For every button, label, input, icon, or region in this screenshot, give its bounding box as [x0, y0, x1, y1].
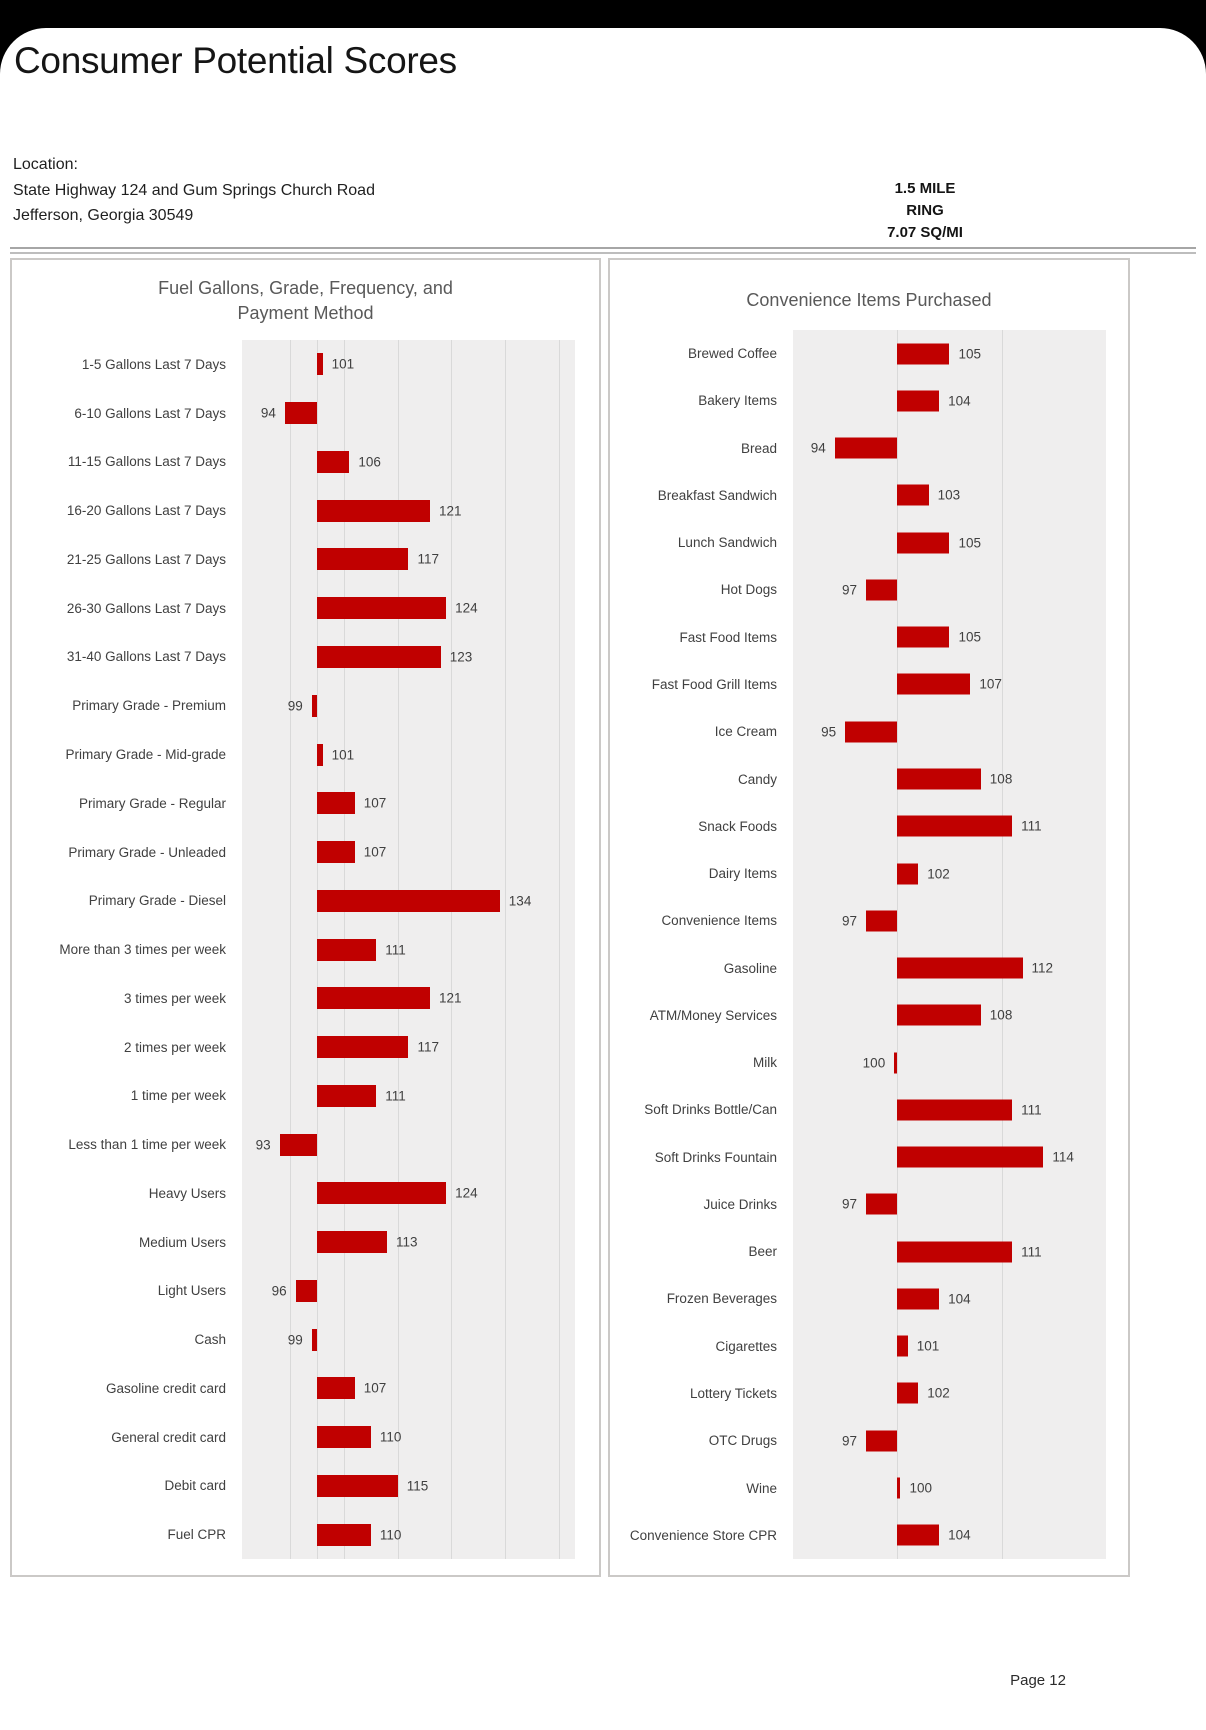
category-label: Brewed Coffee [687, 346, 777, 362]
category-label: More than 3 times per week [59, 942, 226, 958]
category-label: 3 times per week [123, 990, 226, 1006]
chart-row [12, 486, 599, 535]
category-label: 16-20 Gallons Last 7 Days [66, 503, 226, 519]
category-label: ATM/Money Services [649, 1007, 777, 1023]
value-label: 105 [958, 535, 982, 551]
bar-area [793, 897, 1106, 944]
value-label: 99 [287, 1332, 303, 1348]
bar [317, 1085, 376, 1107]
chart-row [12, 584, 599, 633]
bar [866, 579, 897, 600]
value-label: 105 [958, 629, 982, 645]
value-label: 104 [948, 1291, 971, 1307]
chart-row [12, 681, 599, 730]
value-label: 99 [287, 698, 303, 714]
value-label: 107 [363, 1380, 387, 1396]
bar-area [793, 1134, 1106, 1181]
chart-row [610, 1181, 1128, 1228]
value-label: 101 [916, 1338, 940, 1354]
value-label: 111 [1021, 1244, 1042, 1260]
value-label: 96 [271, 1283, 287, 1299]
value-label: 124 [455, 600, 478, 616]
chart-row [610, 992, 1128, 1039]
category-label: 1-5 Gallons Last 7 Days [81, 356, 226, 372]
chart-row [610, 614, 1128, 661]
value-label: 106 [358, 454, 381, 470]
bar-area [242, 584, 575, 633]
chart-row [12, 730, 599, 779]
bar [897, 1478, 900, 1499]
bar-area [242, 681, 575, 730]
value-label: 107 [979, 676, 1002, 692]
chart-panel-convenience [608, 258, 1130, 1577]
value-label: 94 [810, 440, 826, 456]
bar [897, 816, 1012, 837]
category-label: 6-10 Gallons Last 7 Days [74, 405, 226, 421]
bar [897, 863, 918, 884]
bar-area [793, 708, 1106, 755]
chart-row [12, 340, 599, 389]
chart-row [12, 1169, 599, 1218]
bar-area [242, 1218, 575, 1267]
bar-area [793, 992, 1106, 1039]
chart-row [12, 1218, 599, 1267]
bar [897, 390, 939, 411]
value-label: 100 [862, 1055, 886, 1071]
bar [897, 1383, 918, 1404]
category-label: 11-15 Gallons Last 7 Days [67, 454, 226, 470]
chart-title [12, 276, 599, 326]
category-label: Debit card [164, 1478, 226, 1494]
chart-row [12, 1120, 599, 1169]
bar [897, 1336, 907, 1357]
bar [317, 1182, 446, 1204]
bar [317, 841, 355, 863]
chart-row [610, 519, 1128, 566]
bar [897, 627, 949, 648]
category-label: 2 times per week [123, 1039, 226, 1055]
bar [317, 939, 376, 961]
bar-area [793, 1275, 1106, 1322]
bar-area [242, 340, 575, 389]
category-label: Primary Grade - Diesel [88, 893, 226, 909]
chart-title-line: Convenience Items Purchased [746, 290, 992, 310]
bar [897, 343, 949, 364]
bar-area [242, 1071, 575, 1120]
bar [317, 744, 322, 766]
bar-area [242, 828, 575, 877]
chart-row [12, 633, 599, 682]
category-label: Milk [753, 1055, 777, 1071]
bar [897, 1241, 1012, 1262]
bar [866, 1430, 897, 1451]
chart-row [610, 1370, 1128, 1417]
bar-area [793, 755, 1106, 802]
bar-area [793, 614, 1106, 661]
chart-rows [610, 330, 1128, 1559]
bar [866, 910, 897, 931]
bar [897, 1005, 980, 1026]
chart-row [12, 535, 599, 584]
bar-area [793, 1512, 1106, 1559]
bar [317, 1524, 371, 1546]
header-divider [10, 247, 1196, 254]
category-label: Cigarettes [715, 1338, 777, 1354]
category-label: Bread [740, 440, 777, 456]
category-label: Hot Dogs [720, 582, 777, 598]
bar [845, 721, 897, 742]
bar [312, 1329, 317, 1351]
location-block [13, 152, 375, 229]
category-label: Fuel CPR [167, 1527, 226, 1543]
value-label: 107 [363, 795, 387, 811]
value-label: 104 [948, 1527, 971, 1543]
bar-area [242, 1315, 575, 1364]
chart-row [610, 425, 1128, 472]
bar [317, 500, 430, 522]
chart-row [610, 1086, 1128, 1133]
bar [897, 1099, 1012, 1120]
value-label: 108 [989, 771, 1013, 787]
chart-row [610, 1417, 1128, 1464]
bar-area [793, 566, 1106, 613]
category-label: Fast Food Items [679, 629, 777, 645]
bar-area [793, 661, 1106, 708]
chart-row [12, 974, 599, 1023]
chart-row [610, 897, 1128, 944]
category-label: Less than 1 time per week [68, 1137, 226, 1153]
bar [317, 646, 441, 668]
bar [317, 1426, 371, 1448]
ring-type: RING [906, 202, 944, 219]
chart-row [12, 389, 599, 438]
page-number: Page 12 [1010, 1672, 1066, 1689]
value-label: 97 [842, 1196, 858, 1212]
bar-area [793, 1370, 1106, 1417]
value-label: 111 [1021, 1102, 1042, 1118]
category-label: 21-25 Gallons Last 7 Days [66, 551, 226, 567]
bar [317, 548, 408, 570]
chart-row [12, 1510, 599, 1559]
bar-area [242, 1462, 575, 1511]
chart-row [610, 1323, 1128, 1370]
value-label: 124 [455, 1185, 478, 1201]
bar-area [793, 1464, 1106, 1511]
value-label: 94 [260, 405, 276, 421]
bar-area [242, 1510, 575, 1559]
value-label: 97 [842, 582, 858, 598]
chart-rows [12, 340, 599, 1559]
value-label: 95 [821, 724, 837, 740]
chart-row [610, 1464, 1128, 1511]
bar [280, 1134, 318, 1156]
bar [312, 695, 317, 717]
bar [317, 451, 349, 473]
category-label: Breakfast Sandwich [657, 487, 777, 503]
chart-row [12, 1023, 599, 1072]
chart-row [610, 850, 1128, 897]
bar-area [793, 425, 1106, 472]
value-label: 123 [449, 649, 473, 665]
ring-distance: 1.5 MILE [894, 180, 956, 197]
value-label: 104 [948, 393, 971, 409]
chart-row [610, 1134, 1128, 1181]
location-city-line: Jefferson, Georgia 30549 [13, 207, 194, 224]
value-label: 111 [385, 942, 406, 958]
category-label: Primary Grade - Mid-grade [65, 747, 226, 762]
category-label: Convenience Items [661, 913, 777, 929]
value-label: 93 [255, 1137, 271, 1153]
category-label: 1 time per week [130, 1088, 226, 1104]
bar-area [793, 1039, 1106, 1086]
category-label: Primary Grade - Premium [72, 698, 226, 714]
location-address-line: State Highway 124 and Gum Springs Church Road [13, 181, 375, 199]
category-label: 31-40 Gallons Last 7 Days [66, 649, 226, 665]
category-label: Primary Grade - Regular [78, 795, 226, 811]
category-label: Beer [748, 1244, 777, 1260]
chart-panel-fuel [10, 258, 601, 1577]
bar-area [242, 438, 575, 487]
bar [317, 1377, 355, 1399]
value-label: 134 [508, 893, 532, 909]
value-label: 110 [379, 1527, 402, 1543]
chart-row [610, 1275, 1128, 1322]
chart-row [610, 708, 1128, 755]
category-label: Light Users [157, 1283, 226, 1299]
bar-area [793, 1086, 1106, 1133]
chart-row [610, 1228, 1128, 1275]
value-label: 114 [1052, 1149, 1074, 1165]
value-label: 103 [937, 487, 961, 503]
bar-area [793, 944, 1106, 991]
category-label: Juice Drinks [703, 1196, 777, 1212]
value-label: 115 [406, 1478, 429, 1494]
chart-body [610, 330, 1128, 1559]
chart-row [610, 1512, 1128, 1559]
category-label: Convenience Store CPR [629, 1527, 777, 1543]
value-label: 117 [417, 551, 440, 567]
bar-area [242, 535, 575, 584]
bar-area [793, 519, 1106, 566]
category-label: Cash [194, 1332, 226, 1348]
chart-row [12, 1071, 599, 1120]
ring-area: 7.07 SQ/MI [887, 224, 963, 241]
value-label: 121 [438, 503, 462, 519]
chart-row [12, 1462, 599, 1511]
category-label: Medium Users [138, 1234, 226, 1250]
category-label: Heavy Users [148, 1185, 226, 1201]
bar-area [793, 1228, 1106, 1275]
chart-row [12, 438, 599, 487]
chart-row [610, 755, 1128, 802]
chart-row [610, 944, 1128, 991]
value-label: 107 [363, 844, 387, 860]
chart-row [610, 661, 1128, 708]
bar [866, 1194, 897, 1215]
report-page [0, 28, 1206, 1730]
chart-title [610, 288, 1128, 313]
location-heading: Location: [13, 156, 78, 173]
category-label: Frozen Beverages [666, 1291, 777, 1307]
bar-area [242, 1169, 575, 1218]
value-label: 108 [989, 1007, 1013, 1023]
bar-area [242, 1267, 575, 1316]
bar [897, 1525, 939, 1546]
bar [317, 890, 500, 912]
category-label: 26-30 Gallons Last 7 Days [66, 600, 226, 616]
chart-body [12, 340, 599, 1559]
bar-area [242, 876, 575, 925]
chart-row [610, 472, 1128, 519]
page-title: Consumer Potential Scores [14, 40, 457, 81]
bar [317, 1475, 398, 1497]
category-label: Gasoline [723, 960, 777, 976]
bar-area [242, 1364, 575, 1413]
chart-row [12, 925, 599, 974]
category-label: Soft Drinks Bottle/Can [644, 1102, 777, 1118]
bar-area [242, 730, 575, 779]
value-label: 102 [927, 866, 950, 882]
category-label: Ice Cream [714, 724, 777, 740]
bar [897, 958, 1022, 979]
bar [317, 1036, 408, 1058]
chart-row [12, 876, 599, 925]
category-label: Primary Grade - Unleaded [68, 844, 226, 860]
bar [296, 1280, 317, 1302]
bar [897, 485, 928, 506]
bar-area [242, 779, 575, 828]
bar-area [793, 377, 1106, 424]
bar-area [242, 486, 575, 535]
bar-area [793, 472, 1106, 519]
value-label: 121 [438, 990, 462, 1006]
value-label: 105 [958, 346, 982, 362]
bar-area [793, 1181, 1106, 1228]
value-label: 97 [842, 913, 858, 929]
chart-row [610, 566, 1128, 613]
bar [835, 438, 898, 459]
bar-area [242, 1413, 575, 1462]
bar-area [242, 974, 575, 1023]
value-label: 102 [927, 1385, 950, 1401]
chart-row [610, 1039, 1128, 1086]
bar-area [793, 330, 1106, 377]
bar-area [242, 1023, 575, 1072]
bar [894, 1052, 897, 1073]
bar-area [242, 1120, 575, 1169]
value-label: 101 [331, 356, 355, 372]
chart-row [12, 779, 599, 828]
value-label: 100 [909, 1480, 932, 1496]
category-label: Candy [737, 771, 777, 787]
bar-area [242, 389, 575, 438]
bar-area [242, 925, 575, 974]
chart-title-line: Payment Method [237, 303, 374, 323]
bar [317, 987, 430, 1009]
chart-row [610, 377, 1128, 424]
category-label: General credit card [111, 1429, 226, 1445]
value-label: 112 [1031, 960, 1054, 976]
bar-area [242, 633, 575, 682]
bar [285, 402, 317, 424]
value-label: 113 [396, 1234, 418, 1250]
bar [897, 769, 980, 790]
chart-row [12, 1315, 599, 1364]
bar-area [793, 850, 1106, 897]
category-label: Gasoline credit card [105, 1380, 226, 1396]
value-label: 117 [417, 1039, 440, 1055]
category-label: Wine [746, 1480, 777, 1496]
bar [317, 1231, 387, 1253]
bar-area [793, 803, 1106, 850]
bar [897, 1288, 939, 1309]
value-label: 110 [379, 1429, 402, 1445]
category-label: Snack Foods [698, 818, 777, 834]
chart-row [610, 330, 1128, 377]
value-label: 101 [331, 747, 355, 762]
category-label: Bakery Items [698, 393, 777, 409]
chart-row [610, 803, 1128, 850]
chart-row [12, 1267, 599, 1316]
bar [317, 792, 355, 814]
bar-area [793, 1417, 1106, 1464]
bar [897, 674, 970, 695]
value-label: 111 [385, 1088, 406, 1104]
bar [317, 597, 446, 619]
category-label: Fast Food Grill Items [651, 676, 777, 692]
bar-area [793, 1323, 1106, 1370]
bar [897, 532, 949, 553]
category-label: OTC Drugs [708, 1433, 777, 1449]
value-label: 97 [842, 1433, 858, 1449]
category-label: Soft Drinks Fountain [654, 1149, 777, 1165]
chart-title-line: Fuel Gallons, Grade, Frequency, and [158, 278, 453, 298]
chart-row [12, 1413, 599, 1462]
category-label: Lunch Sandwich [677, 535, 777, 551]
chart-row [12, 828, 599, 877]
bar [317, 353, 322, 375]
category-label: Dairy Items [708, 866, 777, 882]
category-label: Lottery Tickets [689, 1385, 777, 1401]
chart-row [12, 1364, 599, 1413]
bar [897, 1147, 1043, 1168]
ring-block [838, 178, 1012, 244]
value-label: 111 [1021, 818, 1042, 834]
